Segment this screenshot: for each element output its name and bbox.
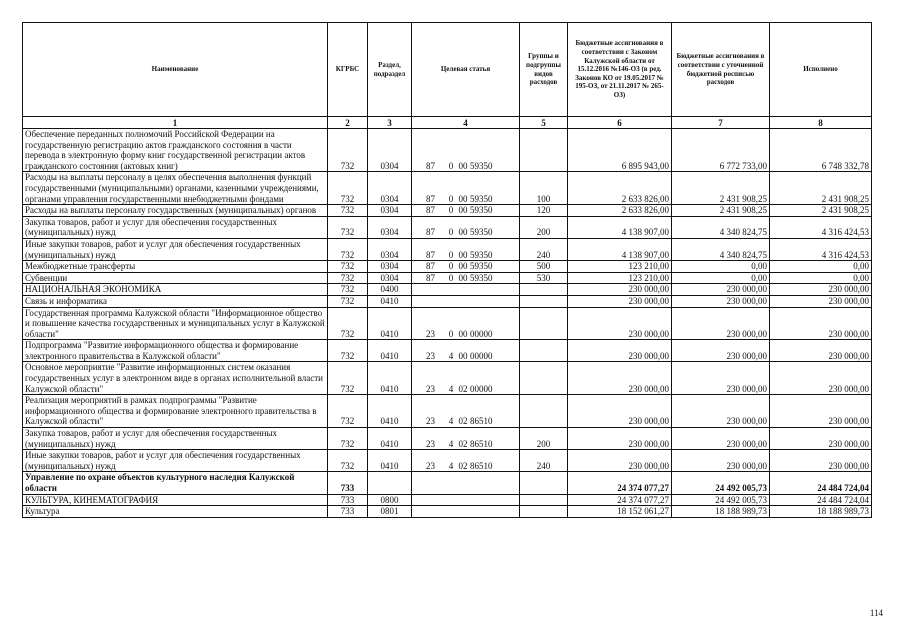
row-name: Управление по охране объектов культурного наследия Калужской области	[23, 472, 328, 494]
row-kgrbs: 732	[328, 340, 368, 362]
row-target-article	[412, 216, 520, 238]
row-law-amount: 24 374 077,27	[568, 494, 672, 506]
row-updated-amount: 24 492 005,73	[672, 494, 770, 506]
row-updated-amount: 230 000,00	[672, 450, 770, 472]
row-section: 0801	[368, 506, 412, 518]
table-row	[23, 494, 872, 506]
table-row	[23, 261, 872, 273]
row-target-article	[412, 261, 520, 273]
header-name: Наименование	[23, 23, 328, 117]
row-expense-group	[520, 340, 568, 362]
row-name: Иные закупки товаров, работ и услуг для обеспечения государственных (муниципальных) нужд	[23, 450, 328, 472]
header-target: Целевая статья	[412, 23, 520, 117]
target-article-part: 23	[426, 383, 435, 394]
row-done-amount: 230 000,00	[770, 284, 872, 296]
row-updated-amount: 230 000,00	[672, 307, 770, 340]
row-section: 0304	[368, 216, 412, 238]
target-article-part: 0	[448, 249, 454, 260]
target-article-part: 0	[448, 272, 454, 283]
target-article-part: 00000	[470, 350, 493, 361]
row-section: 0410	[368, 450, 412, 472]
row-expense-group	[520, 284, 568, 296]
target-article-part: 0	[448, 328, 454, 339]
row-law-amount: 18 152 061,27	[568, 506, 672, 518]
row-name: Закупка товаров, работ и услуг для обеспечения государственных (муниципальных) нужд	[23, 428, 328, 450]
target-article-part: 02	[458, 438, 468, 449]
row-section: 0400	[368, 284, 412, 296]
row-law-amount: 230 000,00	[568, 295, 672, 307]
row-law-amount: 4 138 907,00	[568, 238, 672, 260]
target-article-part: 59350	[470, 193, 493, 204]
row-updated-amount: 230 000,00	[672, 362, 770, 395]
row-updated-amount: 230 000,00	[672, 295, 770, 307]
row-kgrbs: 732	[328, 395, 368, 428]
row-section	[368, 472, 412, 494]
row-section: 0410	[368, 362, 412, 395]
row-expense-group	[520, 395, 568, 428]
row-updated-amount: 230 000,00	[672, 428, 770, 450]
target-article-part: 86510	[470, 438, 493, 449]
row-name: Расходы на выплаты персоналу государственных (муниципальных) органов	[23, 205, 328, 217]
row-target-article	[412, 284, 520, 296]
row-section: 0410	[368, 340, 412, 362]
row-kgrbs: 732	[328, 129, 368, 172]
col-number: 4	[412, 117, 520, 129]
target-article-part: 0	[448, 193, 454, 204]
table-row	[23, 238, 872, 260]
row-done-amount: 0,00	[770, 272, 872, 284]
row-done-amount: 18 188 989,73	[770, 506, 872, 518]
row-name: КУЛЬТУРА, КИНЕМАТОГРАФИЯ	[23, 494, 328, 506]
row-target-article	[412, 129, 520, 172]
target-article-part: 02	[458, 460, 468, 471]
row-target-article	[412, 472, 520, 494]
table-row	[23, 272, 872, 284]
header-done: Исполнено	[770, 23, 872, 117]
target-article-part: 59350	[470, 205, 493, 216]
row-done-amount: 24 484 724,04	[770, 472, 872, 494]
target-article-part: 59350	[470, 160, 493, 171]
row-name: Иные закупки товаров, работ и услуг для обеспечения государственных (муниципальных) нужд	[23, 238, 328, 260]
row-done-amount: 230 000,00	[770, 307, 872, 340]
row-done-amount: 230 000,00	[770, 428, 872, 450]
page-number: 114	[869, 608, 883, 618]
header-updated: Бюджетные ассигнования в соответствии с уточненной бюджетной росписью расходов	[672, 23, 770, 117]
target-article-part: 4	[448, 460, 454, 471]
row-law-amount: 230 000,00	[568, 395, 672, 428]
target-article-part: 59350	[470, 249, 493, 260]
header-groups: Группы и подгруппы видов расходов	[520, 23, 568, 117]
row-expense-group: 530	[520, 272, 568, 284]
col-number: 3	[368, 117, 412, 129]
row-updated-amount: 2 431 908,25	[672, 205, 770, 217]
table-row	[23, 395, 872, 428]
row-section: 0410	[368, 295, 412, 307]
table-row	[23, 506, 872, 518]
row-law-amount: 6 895 943,00	[568, 129, 672, 172]
table-row	[23, 284, 872, 296]
row-section: 0304	[368, 205, 412, 217]
column-number-row	[23, 117, 872, 129]
col-number: 5	[520, 117, 568, 129]
row-target-article	[412, 340, 520, 362]
row-target-article	[412, 295, 520, 307]
row-expense-group	[520, 129, 568, 172]
target-article-part: 0	[448, 205, 454, 216]
row-updated-amount: 18 188 989,73	[672, 506, 770, 518]
row-expense-group	[520, 506, 568, 518]
row-law-amount: 123 210,00	[568, 272, 672, 284]
target-article-part: 00	[458, 272, 468, 283]
target-article-part: 87	[426, 272, 435, 283]
table-row	[23, 472, 872, 494]
target-article-part: 0	[448, 261, 454, 272]
row-kgrbs: 732	[328, 261, 368, 273]
row-name: Реализация мероприятий в рамках подпрограммы "Развитие информационного общества и формирование электронного правительства в Калужской области"	[23, 395, 328, 428]
table-row	[23, 340, 872, 362]
row-expense-group	[520, 307, 568, 340]
row-updated-amount: 4 340 824,75	[672, 216, 770, 238]
budget-table	[22, 22, 872, 518]
row-target-article	[412, 205, 520, 217]
row-name: Межбюджетные трансферты	[23, 261, 328, 273]
target-article-part: 4	[448, 438, 454, 449]
table-row	[23, 307, 872, 340]
row-updated-amount: 230 000,00	[672, 340, 770, 362]
row-section: 0304	[368, 272, 412, 284]
row-kgrbs: 732	[328, 450, 368, 472]
target-article-part: 87	[426, 261, 435, 272]
row-done-amount: 24 484 724,04	[770, 494, 872, 506]
row-done-amount: 230 000,00	[770, 362, 872, 395]
row-law-amount: 230 000,00	[568, 284, 672, 296]
col-number: 7	[672, 117, 770, 129]
row-expense-group: 100	[520, 172, 568, 205]
target-article-part: 59350	[470, 261, 493, 272]
target-article-part: 59350	[470, 227, 493, 238]
row-name: Основное мероприятие "Развитие информационных систем оказания государственных услуг в электронном виде в органах исполнительной власти Калужской области"	[23, 362, 328, 395]
row-expense-group	[520, 362, 568, 395]
row-updated-amount: 230 000,00	[672, 284, 770, 296]
row-name: Обеспечение переданных полномочий Российской Федерации на государственную регистрацию актов гражданского состояния в части перевода в электронную форму книг государственной регистрации актов гражданского состояния (актовых книг)	[23, 129, 328, 172]
target-article-part: 02	[458, 383, 468, 394]
row-section: 0410	[368, 307, 412, 340]
row-done-amount: 230 000,00	[770, 450, 872, 472]
row-updated-amount: 0,00	[672, 272, 770, 284]
row-expense-group	[520, 494, 568, 506]
header-law: Бюджетные ассигнования в соответствии с Законом Калужской области от 15.12.2016 №146-ОЗ (в ред. Законов КО от 19.05.2017 № 195-ОЗ, от 21.11.2017 № 265-ОЗ)	[568, 23, 672, 117]
row-expense-group: 200	[520, 428, 568, 450]
row-name: НАЦИОНАЛЬНАЯ ЭКОНОМИКА	[23, 284, 328, 296]
row-section: 0304	[368, 238, 412, 260]
row-law-amount: 230 000,00	[568, 450, 672, 472]
target-article-part: 4	[448, 416, 454, 427]
table-row	[23, 450, 872, 472]
row-kgrbs: 732	[328, 284, 368, 296]
row-target-article	[412, 362, 520, 395]
row-expense-group	[520, 472, 568, 494]
row-law-amount: 123 210,00	[568, 261, 672, 273]
target-article-part: 0	[448, 160, 454, 171]
row-law-amount: 230 000,00	[568, 307, 672, 340]
row-name: Субвенции	[23, 272, 328, 284]
row-law-amount: 4 138 907,00	[568, 216, 672, 238]
target-article-part: 4	[448, 383, 454, 394]
row-kgrbs: 732	[328, 238, 368, 260]
row-name: Подпрограмма "Развитие информационного общества и формирование электронного правительства в Калужской области"	[23, 340, 328, 362]
target-article-part: 23	[426, 328, 435, 339]
target-article-part: 86510	[470, 416, 493, 427]
row-expense-group	[520, 295, 568, 307]
row-kgrbs: 732	[328, 172, 368, 205]
target-article-part: 87	[426, 205, 435, 216]
target-article-part: 23	[426, 416, 435, 427]
row-target-article	[412, 450, 520, 472]
row-section: 0800	[368, 494, 412, 506]
row-kgrbs: 732	[328, 205, 368, 217]
row-done-amount: 4 316 424,53	[770, 238, 872, 260]
row-done-amount: 6 748 332,78	[770, 129, 872, 172]
row-section: 0304	[368, 129, 412, 172]
target-article-part: 23	[426, 438, 435, 449]
row-done-amount: 4 316 424,53	[770, 216, 872, 238]
row-kgrbs: 733	[328, 494, 368, 506]
row-section: 0304	[368, 172, 412, 205]
row-done-amount: 230 000,00	[770, 295, 872, 307]
target-article-part: 59350	[470, 272, 493, 283]
target-article-part: 23	[426, 460, 435, 471]
row-name: Государственная программа Калужской области "Информационное общество и повышение качества государственных и муниципальных услуг в Калужской области"	[23, 307, 328, 340]
table-row	[23, 362, 872, 395]
target-article-part: 00	[458, 328, 468, 339]
row-target-article	[412, 506, 520, 518]
row-name: Закупка товаров, работ и услуг для обеспечения государственных (муниципальных) нужд	[23, 216, 328, 238]
target-article-part: 00	[458, 160, 468, 171]
col-number: 6	[568, 117, 672, 129]
row-kgrbs: 732	[328, 307, 368, 340]
table-row	[23, 129, 872, 172]
target-article-part: 00	[458, 350, 468, 361]
table-row	[23, 295, 872, 307]
row-done-amount: 230 000,00	[770, 340, 872, 362]
target-article-part: 00000	[470, 328, 493, 339]
table-row	[23, 428, 872, 450]
row-kgrbs: 732	[328, 216, 368, 238]
row-law-amount: 2 633 826,00	[568, 205, 672, 217]
row-expense-group: 200	[520, 216, 568, 238]
row-done-amount: 2 431 908,25	[770, 205, 872, 217]
row-target-article	[412, 307, 520, 340]
row-updated-amount: 24 492 005,73	[672, 472, 770, 494]
row-kgrbs: 733	[328, 472, 368, 494]
table-row	[23, 216, 872, 238]
row-name: Расходы на выплаты персоналу в целях обеспечения выполнения функций государственными (муниципальными) органами, казенными учреждениями, органами управления государственными внебюджетными фондами	[23, 172, 328, 205]
row-target-article	[412, 428, 520, 450]
row-law-amount: 2 633 826,00	[568, 172, 672, 205]
row-expense-group: 120	[520, 205, 568, 217]
row-kgrbs: 732	[328, 295, 368, 307]
row-done-amount: 0,00	[770, 261, 872, 273]
row-kgrbs: 733	[328, 506, 368, 518]
row-law-amount: 24 374 077,27	[568, 472, 672, 494]
target-article-part: 00000	[470, 383, 493, 394]
target-article-part: 00	[458, 205, 468, 216]
target-article-part: 87	[426, 193, 435, 204]
row-target-article	[412, 172, 520, 205]
table-body	[23, 129, 872, 518]
target-article-part: 87	[426, 249, 435, 260]
budget-sheet	[22, 22, 872, 518]
row-law-amount: 230 000,00	[568, 428, 672, 450]
row-updated-amount: 6 772 733,00	[672, 129, 770, 172]
col-number: 1	[23, 117, 328, 129]
row-updated-amount: 230 000,00	[672, 395, 770, 428]
row-name: Культура	[23, 506, 328, 518]
header-kgrbs: КГРБС	[328, 23, 368, 117]
col-number: 2	[328, 117, 368, 129]
row-section: 0304	[368, 261, 412, 273]
row-updated-amount: 4 340 824,75	[672, 238, 770, 260]
target-article-part: 0	[448, 227, 454, 238]
row-updated-amount: 2 431 908,25	[672, 172, 770, 205]
row-updated-amount: 0,00	[672, 261, 770, 273]
row-target-article	[412, 494, 520, 506]
row-target-article	[412, 238, 520, 260]
row-done-amount: 2 431 908,25	[770, 172, 872, 205]
row-name: Связь и информатика	[23, 295, 328, 307]
table-row	[23, 172, 872, 205]
target-article-part: 23	[426, 350, 435, 361]
row-expense-group: 240	[520, 450, 568, 472]
target-article-part: 87	[426, 160, 435, 171]
row-kgrbs: 732	[328, 272, 368, 284]
target-article-part: 00	[458, 249, 468, 260]
col-number: 8	[770, 117, 872, 129]
row-law-amount: 230 000,00	[568, 362, 672, 395]
target-article-part: 00	[458, 193, 468, 204]
table-row	[23, 205, 872, 217]
row-section: 0410	[368, 428, 412, 450]
target-article-part: 4	[448, 350, 454, 361]
row-kgrbs: 732	[328, 428, 368, 450]
row-section: 0410	[368, 395, 412, 428]
row-expense-group: 500	[520, 261, 568, 273]
row-expense-group: 240	[520, 238, 568, 260]
target-article-part: 02	[458, 416, 468, 427]
header-section: Раздел, подраздел	[368, 23, 412, 117]
row-target-article	[412, 395, 520, 428]
target-article-part: 00	[458, 227, 468, 238]
target-article-part: 87	[426, 227, 435, 238]
target-article-part: 86510	[470, 460, 493, 471]
row-law-amount: 230 000,00	[568, 340, 672, 362]
row-done-amount: 230 000,00	[770, 395, 872, 428]
target-article-part: 00	[458, 261, 468, 272]
row-target-article	[412, 272, 520, 284]
row-kgrbs: 732	[328, 362, 368, 395]
header-row	[23, 23, 872, 117]
